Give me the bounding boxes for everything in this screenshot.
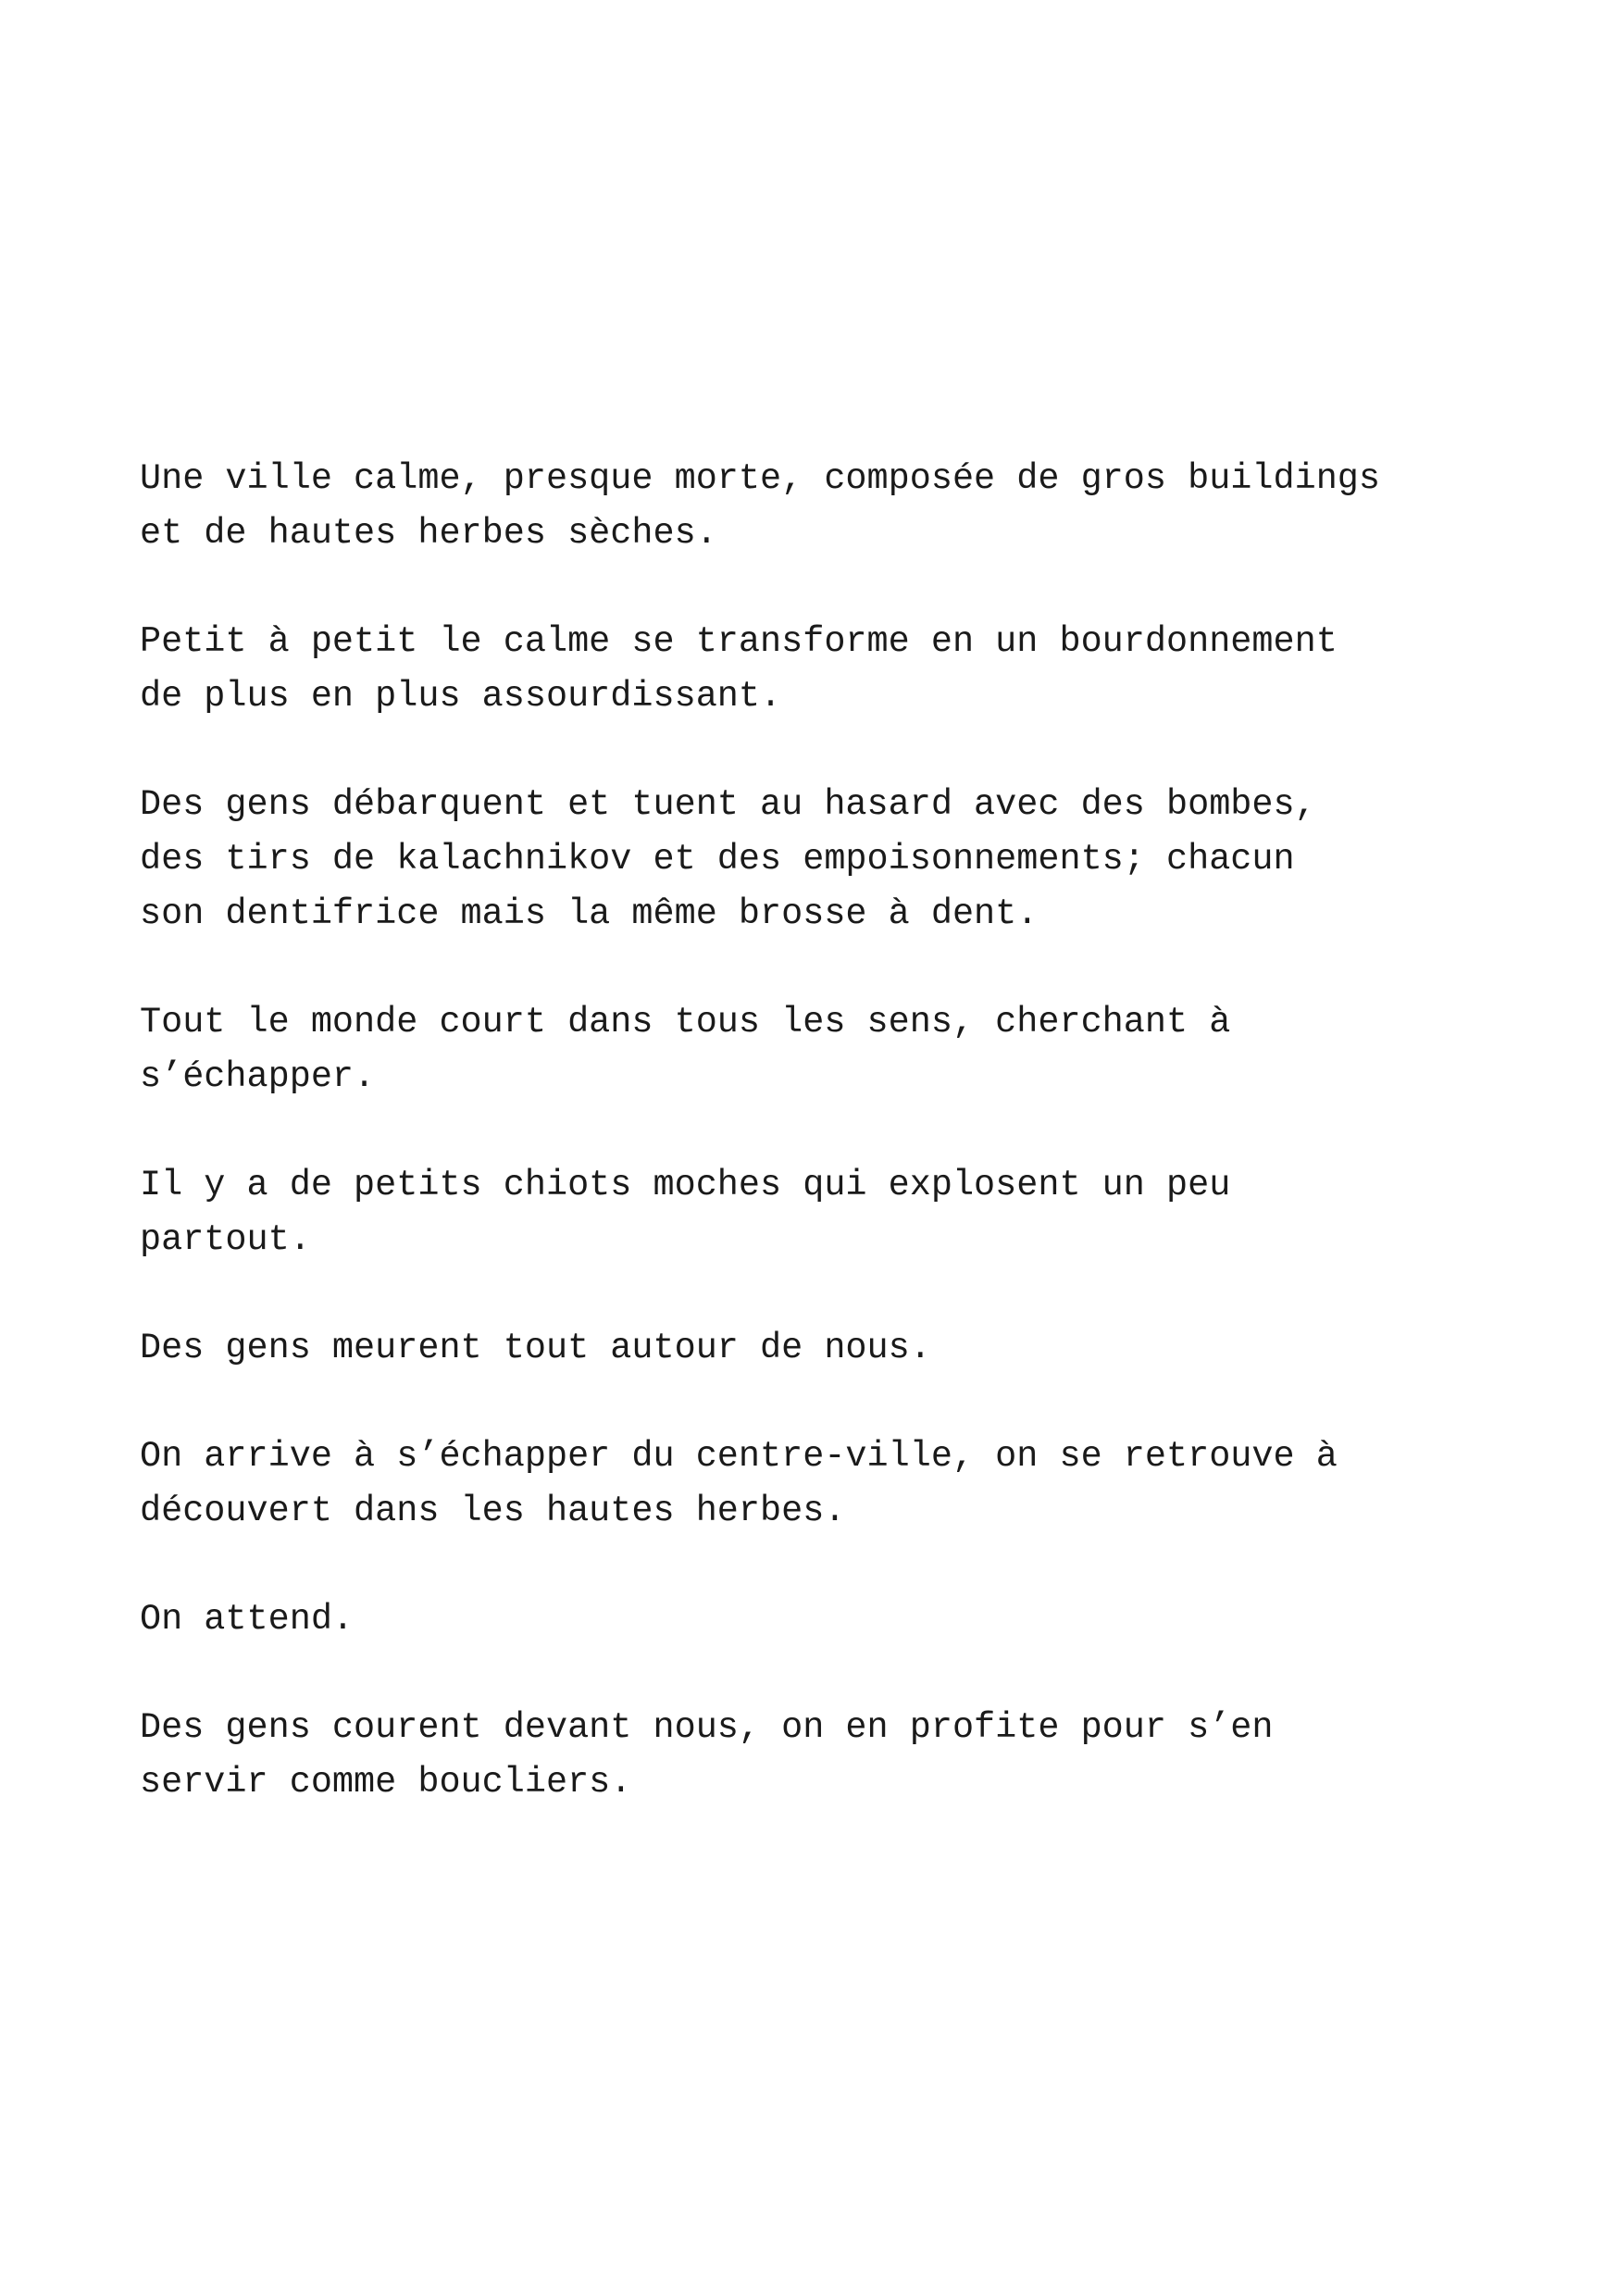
paragraph-9 <box>140 1701 1547 1810</box>
text-line: On attend. <box>140 1599 355 1640</box>
paragraph-7 <box>140 1429 1547 1539</box>
text-line: s’échapper. <box>140 1056 376 1097</box>
text-line: On arrive à s’échapper du centre-ville, on se retrouve à <box>140 1436 1338 1477</box>
text-line: de plus en plus assourdissant. <box>140 676 782 717</box>
text-line: Des gens meurent tout autour de nous. <box>140 1328 931 1368</box>
text-line: son dentifrice mais la même brosse à dent. <box>140 893 1039 934</box>
text-line: Des gens courent devant nous, on en profite pour s’en <box>140 1707 1274 1748</box>
text-line: servir comme boucliers. <box>140 1762 632 1803</box>
paragraph-4 <box>140 995 1547 1104</box>
body-text <box>140 452 1547 1864</box>
paragraph-1 <box>140 452 1547 561</box>
text-line: des tirs de kalachnikov et des empoisonnements; chacun <box>140 839 1295 880</box>
text-line: Une ville calme, presque morte, composée de gros buildings <box>140 458 1381 499</box>
text-line: Des gens débarquent et tuent au hasard avec des bombes, <box>140 784 1316 825</box>
text-line: découvert dans les hautes herbes. <box>140 1491 846 1531</box>
paragraph-5 <box>140 1158 1547 1267</box>
text-line: Il y a de petits chiots moches qui explosent un peu <box>140 1165 1231 1205</box>
text-line: partout. <box>140 1219 311 1260</box>
paragraph-8 <box>140 1592 1547 1647</box>
text-line: Petit à petit le calme se transforme en un bourdonnement <box>140 621 1338 662</box>
text-line: et de hautes herbes sèches. <box>140 513 717 554</box>
paragraph-3 <box>140 778 1547 942</box>
paragraph-6 <box>140 1321 1547 1376</box>
paragraph-2 <box>140 615 1547 724</box>
text-line: Tout le monde court dans tous les sens, cherchant à <box>140 1002 1231 1042</box>
